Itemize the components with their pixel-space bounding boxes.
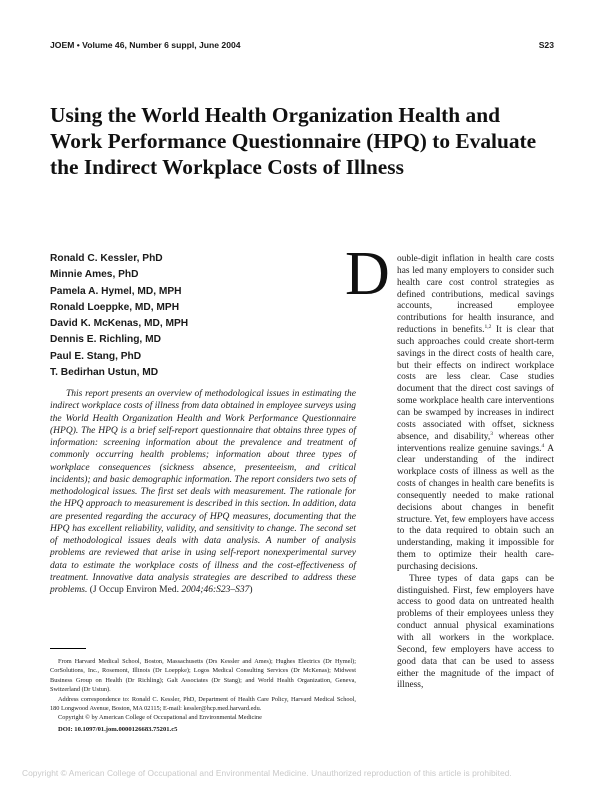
body-text: A clear understanding of the indirect workplace costs of illness as well as the costs of changes in health care benefits is consequently needed to make rational decisions about changes in benefit structure. Yet, few employers have access to the data required to obtain such an understanding, making it impossible for them to optimize their health care-purchasing decisions. (397, 443, 554, 572)
reference-marker[interactable]: 4 (541, 442, 545, 449)
author: Ronald C. Kessler, PhD (50, 253, 163, 264)
footnote-divider (50, 648, 86, 649)
author: Pamela A. Hymel, MD, MPH (50, 285, 182, 297)
running-header (50, 40, 554, 50)
author: Paul E. Stang, PhD (50, 350, 142, 362)
affiliations: From Harvard Medical School, Boston, Massachusetts (Drs Kessler and Ames); Hughes Electrics (Dr Hymel); CorSolutions, Inc., Rosemont, Illinois (Dr Loeppke); Logos Medical Consulting Services (Dr McKenas); Midwest Business Group on Health (Dr Richling); Galt Associates (Dr Stang); and World Health Organization, Geneva, Switzerland (Dr Ustun). (50, 658, 356, 694)
author: Minnie Ames, PhD (50, 269, 139, 281)
citation-open: (J Occup Environ Med. (87, 585, 182, 595)
reference-marker[interactable]: 3 (490, 430, 493, 437)
author: T. Bedirhan Ustun, MD (50, 367, 159, 379)
body-paragraph: Three types of data gaps can be distinguished. First, few employers have access to good data on untreated health problems of their employees unless they conduct annual physical examinations with all workers in the workplace. Second, few employers have access to good data that can be used to assess either the magnitude of the impact of illness, (397, 573, 554, 691)
author: Ronald Loeppke, MD, MPH (50, 301, 180, 313)
author-list (50, 251, 188, 381)
author: David K. McKenas, MD, MPH (50, 318, 189, 330)
copyright-note: Copyright © by American College of Occupational and Environmental Medicine (58, 714, 262, 722)
body-text: whereas other interventions realize genuine savings. (397, 431, 554, 454)
journal-info: JOEM • Volume 46, Number 6 suppl, June 2004 (50, 40, 241, 50)
body-text-column (397, 254, 554, 692)
body-paragraph (397, 254, 554, 574)
citation-close: ) (249, 585, 253, 595)
body-text: ouble-digit inflation in health care costs has led many employers to consider such health care cost control strategies as defined contributions, medical savings accounts, increased employee contributions for health insurance, and reductions in benefits. (397, 254, 554, 336)
abstract-text: This report presents an overview of methodological issues in estimating the indirect workplace costs of illness from data obtained in employee surveys using the World Health Organization Health and Work Performance Questionnaire (HPQ). The HPQ is a brief self-report questionnaire that obtains three types of information: screening information about the prevalence and treatment of commonly occurring health problems; information about three types of workplace consequences (sickness absence, presenteeism, and critical incidents); and basic demographic information. The report considers two sets of methodological issues. The first set deals with measurement. The rationale for the HPQ approach to measurement is described in this section. In addition, data are presented regarding the accuracy of HPQ measures, documenting that the HPQ has excellent reliability, validity, and sensitivity to change. The second set of methodological issues deals with data analysis. A number of analysis problems are reviewed that arise in using self-report nonexperimental survey data to estimate the workplace costs of illness and the cost-effectiveness of treatment. Innovative data analysis strategies are described to address these problems. (50, 389, 356, 595)
article-title: Using the World Health Organization Health and Work Performance Questionnaire (HPQ) to Evaluate the Indirect Workplace Costs of Illness (50, 103, 537, 179)
body-text: It is clear that such approaches could create short-term savings in the direct costs of health care, but their effects on indirect workplace costs are less clear. Case studies document that the direct cost savings of some workplace health care interventions can be swamped by increases in indirect costs associated with offset, sickness absence, and disability, (397, 325, 554, 442)
abstract (50, 388, 356, 596)
citation (87, 585, 252, 595)
correspondence: Address correspondence to: Ronald C. Kessler, PhD, Department of Health Care Policy, Harvard Medical School, 180 Longwood Avenue, Boston, MA 02115; E-mail: kessler@hcp.med.harvard.edu. (50, 695, 356, 713)
doi: DOI: 10.1097/01.jom.0000126683.75201.c5 (58, 725, 178, 733)
page-number: S23 (538, 40, 554, 50)
drop-cap: D (345, 240, 390, 308)
copyright-watermark: Copyright © American College of Occupational and Environmental Medicine. Unauthorized reproduction of this article is prohibited. (22, 768, 512, 778)
reference-marker[interactable]: 1,2 (484, 323, 492, 330)
citation-ref: 2004;46:S23–S37 (181, 585, 250, 595)
author: Dennis E. Richling, MD (50, 334, 161, 346)
footnotes (50, 657, 356, 734)
